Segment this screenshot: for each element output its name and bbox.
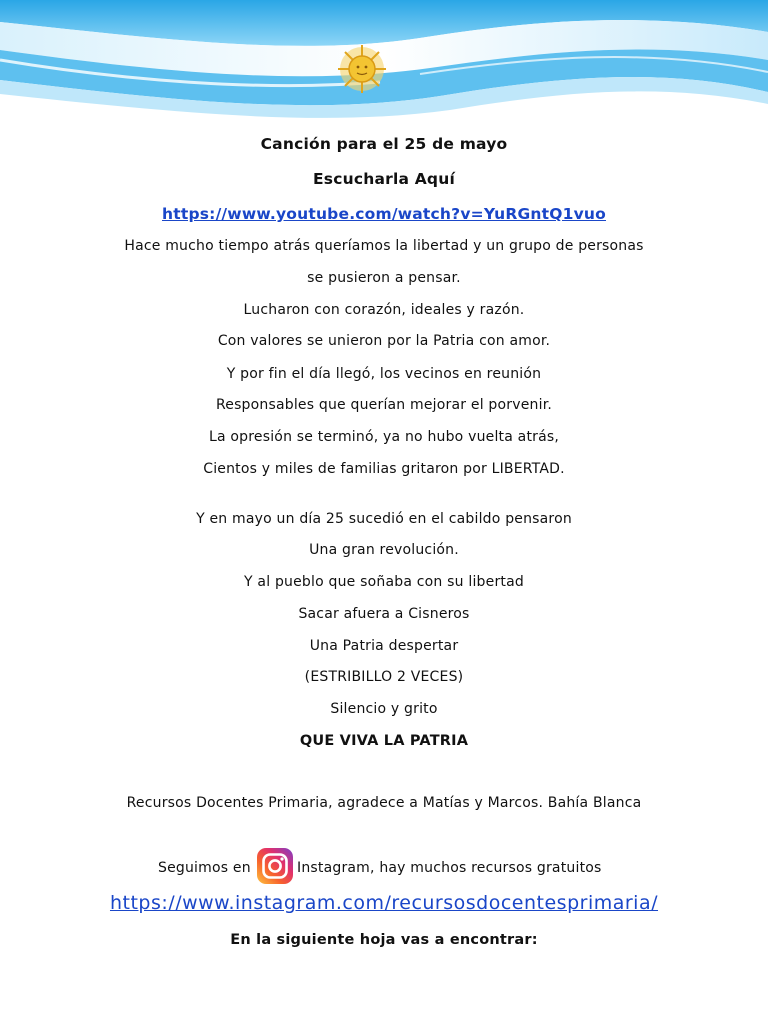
youtube-link[interactable]: https://www.youtube.com/watch?v=YuRGntQ1vuo bbox=[162, 205, 606, 223]
lyric-line: Responsables que querían mejorar el porvenir. bbox=[215, 397, 553, 413]
lyric-line: Silencio y grito bbox=[330, 701, 438, 717]
instagram-icon[interactable] bbox=[257, 848, 293, 884]
sun-of-may-icon bbox=[338, 45, 386, 93]
lyric-line: Y al pueblo que soñaba con su libertad bbox=[244, 574, 524, 590]
lyric-line: Lucharon con corazón, ideales y razón. bbox=[243, 302, 525, 318]
lyric-line: Sacar afuera a Cisneros bbox=[298, 606, 470, 622]
instagram-link[interactable]: https://www.instagram.com/recursosdocentesprimaria/ bbox=[109, 892, 659, 914]
lyric-line: Hace mucho tiempo atrás queríamos la libertad y un grupo de personas bbox=[124, 238, 644, 254]
listen-heading: Escucharla Aquí bbox=[313, 170, 455, 188]
closing-line: QUE VIVA LA PATRIA bbox=[299, 733, 469, 749]
follow-prefix: Seguimos en bbox=[158, 860, 251, 876]
lyric-line: Una Patria despertar bbox=[309, 638, 459, 654]
instagram-follow-row bbox=[0, 848, 768, 888]
lyric-line: Y por fin el día llegó, los vecinos en reunión bbox=[226, 366, 542, 382]
lyric-line: Con valores se unieron por la Patria con amor. bbox=[217, 333, 551, 349]
follow-suffix: Instagram, hay muchos recursos gratuitos bbox=[297, 860, 602, 876]
next-page-note: En la siguiente hoja vas a encontrar: bbox=[230, 932, 538, 948]
lyric-line: Una gran revolución. bbox=[309, 542, 459, 558]
argentina-flag-banner bbox=[0, 0, 768, 125]
lyric-line: Cientos y miles de familias gritaron por LIBERTAD. bbox=[203, 461, 565, 477]
song-title: Canción para el 25 de mayo bbox=[260, 135, 508, 153]
credits-text: Recursos Docentes Primaria, agradece a Matías y Marcos. Bahía Blanca bbox=[126, 795, 642, 811]
chorus-note: (ESTRIBILLO 2 VECES) bbox=[304, 669, 464, 685]
lyric-line: La opresión se terminó, ya no hubo vuelta atrás, bbox=[208, 429, 560, 445]
lyric-line: se pusieron a pensar. bbox=[307, 270, 461, 286]
lyric-line: Y en mayo un día 25 sucedió en el cabildo pensaron bbox=[196, 511, 572, 527]
